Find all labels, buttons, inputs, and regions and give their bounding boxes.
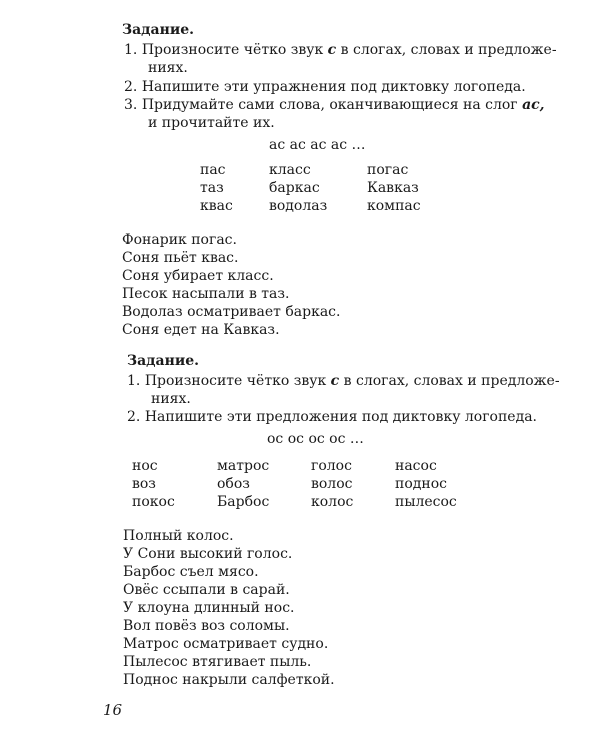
task1-syllables: ас ас ас ас … <box>269 137 366 153</box>
sentence: Полный колос. <box>123 528 234 544</box>
item-text-pre: Придумайте сами слова, оканчивающиеся на слог <box>141 97 523 113</box>
task1-item-3-cont: и прочитайте их. <box>148 115 275 131</box>
item-sound: с <box>327 42 337 58</box>
word-cell: обоз <box>217 476 250 492</box>
word-cell: матрос <box>217 458 270 474</box>
item-text-pre: Произносите чётко звук <box>141 42 328 58</box>
item-number: 3. <box>124 97 138 113</box>
word-cell: покос <box>132 494 175 510</box>
word-cell: поднос <box>395 476 447 492</box>
sentence: Фонарик погас. <box>122 232 237 248</box>
item-sound: с <box>330 373 340 389</box>
sentence: Поднос накрыли салфеткой. <box>123 672 335 688</box>
task1-item-2 <box>124 79 526 96</box>
item-text: Напишите эти предложения под диктовку логопеда. <box>144 409 537 425</box>
sentence: У Сони высокий голос. <box>123 546 293 562</box>
sentence: Пылесос втягивает пыль. <box>123 654 312 670</box>
word-cell: баркас <box>269 180 320 196</box>
word-cell: погас <box>367 162 409 178</box>
task1-item-1 <box>124 42 557 59</box>
item-number: 2. <box>127 409 141 425</box>
item-sound: ас, <box>522 97 545 113</box>
task1-header: Задание. <box>122 22 194 38</box>
sentence: Соня едет на Кавказ. <box>122 322 280 338</box>
word-cell: класс <box>269 162 311 178</box>
task2-syllables: ос ос ос ос … <box>267 431 364 447</box>
word-cell: нос <box>132 458 158 474</box>
task2-item-1-cont: ниях. <box>151 391 191 407</box>
word-cell: водолаз <box>269 198 328 214</box>
item-number: 2. <box>124 79 138 95</box>
word-cell: Кавказ <box>367 180 419 196</box>
word-cell: насос <box>395 458 437 474</box>
word-cell: пылесос <box>395 494 457 510</box>
word-cell: Барбос <box>217 494 270 510</box>
word-cell: колос <box>311 494 354 510</box>
sentence: У клоуна длинный нос. <box>123 600 295 616</box>
page-number: 16 <box>103 701 123 719</box>
sentence: Песок насыпали в таз. <box>122 286 290 302</box>
word-cell: таз <box>200 180 224 196</box>
task2-item-1 <box>127 373 560 390</box>
task1-item-1-cont: ниях. <box>148 60 188 76</box>
task1-item-3 <box>124 97 545 114</box>
item-number: 1. <box>127 373 141 389</box>
word-cell: компас <box>367 198 421 214</box>
sentence: Вол повёз воз соломы. <box>123 618 290 634</box>
task2-header: Задание. <box>127 353 199 369</box>
word-cell: квас <box>200 198 233 214</box>
word-cell: волос <box>311 476 353 492</box>
sentence: Матрос осматривает судно. <box>123 636 329 652</box>
sentence: Соня пьёт квас. <box>122 250 239 266</box>
word-cell: пас <box>200 162 226 178</box>
word-cell: голос <box>311 458 352 474</box>
sentence: Соня убирает класс. <box>122 268 274 284</box>
sentence: Водолаз осматривает баркас. <box>122 304 341 320</box>
sentence: Овёс ссыпали в сарай. <box>123 582 290 598</box>
item-text-pre: Произносите чётко звук <box>144 373 331 389</box>
task2-item-2 <box>127 409 537 426</box>
sentence: Барбос съел мясо. <box>123 564 259 580</box>
item-text-post: в слогах, словах и предложе- <box>339 373 560 389</box>
item-text: Напишите эти упражнения под диктовку логопеда. <box>141 79 526 95</box>
item-text-post: в слогах, словах и предложе- <box>336 42 557 58</box>
word-cell: воз <box>132 476 156 492</box>
item-number: 1. <box>124 42 138 58</box>
